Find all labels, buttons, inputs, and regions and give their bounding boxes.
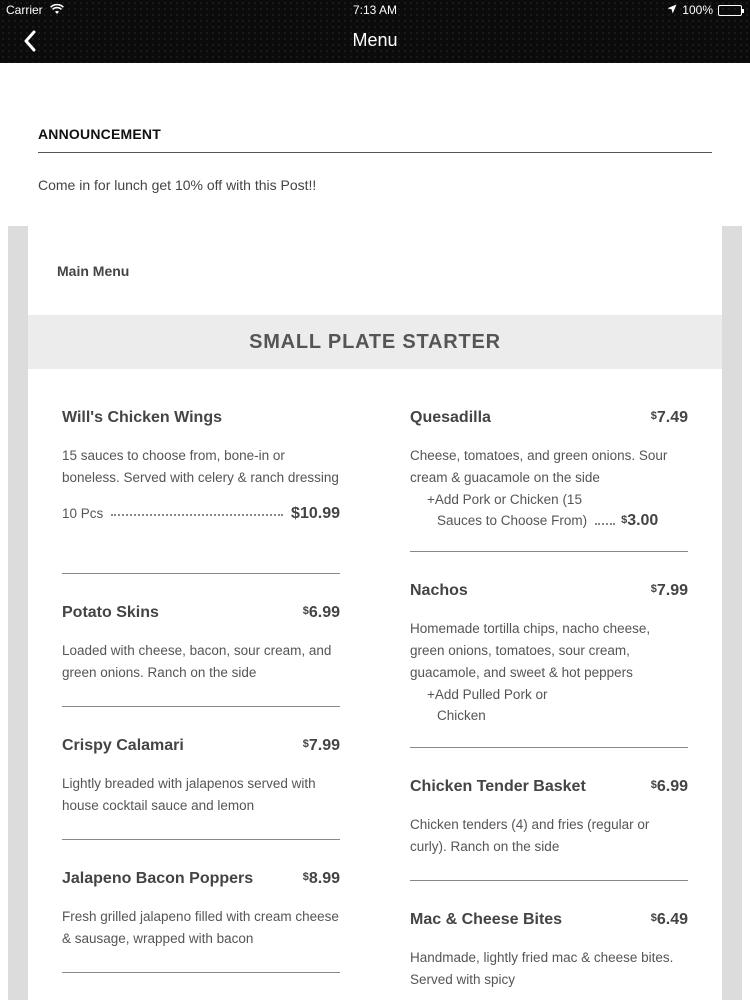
item-description: Loaded with cheese, bacon, sour cream, and green onions. Ranch on the side: [62, 643, 332, 680]
nav-bar: [0, 20, 750, 63]
item-price: $8.99: [302, 870, 340, 887]
item-name: Will's Chicken Wings: [62, 409, 222, 426]
addon-text: Chicken: [437, 708, 486, 723]
announcement-divider: [38, 152, 712, 153]
item-description: Cheese, tomatoes, and green onions. Sour cream & guacamole on the side: [410, 448, 668, 485]
menu-item-chicken-wings[interactable]: [62, 409, 340, 523]
item-description: Fresh grilled jalapeno filled with cream cheese & sausage, wrapped with bacon: [62, 909, 339, 946]
menu-item-nachos[interactable]: [410, 582, 688, 726]
status-bar: [0, 0, 750, 20]
menu-title: Main Menu: [57, 263, 130, 279]
right-gutter: [722, 226, 742, 1000]
addon-text: +Add Pulled Pork or: [427, 687, 548, 702]
size-price: $10.99: [291, 505, 340, 522]
item-price: $7.99: [302, 737, 340, 754]
item-price: $7.49: [650, 409, 688, 426]
dot-leader: [595, 515, 615, 525]
item-description: Handmade, lightly fried mac & cheese bites. Served with spicy: [410, 950, 674, 987]
item-divider: [410, 747, 688, 748]
menu-item-quesadilla[interactable]: [410, 409, 688, 531]
item-price: $6.99: [302, 604, 340, 621]
item-divider: [62, 706, 340, 707]
menu-item-jalapeno-poppers[interactable]: [62, 870, 340, 950]
menu-panel[interactable]: [28, 226, 722, 1000]
announcement-text: Come in for lunch get 10% off with this Post!!: [38, 177, 317, 193]
item-description: 15 sauces to choose from, bone-in or boneless. Served with celery & ranch dressing: [62, 448, 339, 485]
battery-percent: 100%: [682, 3, 713, 17]
item-name: Nachos: [410, 582, 468, 599]
item-divider: [62, 573, 340, 574]
menu-item-crispy-calamari[interactable]: [62, 737, 340, 817]
addon-price: $3.00: [621, 512, 659, 529]
carrier-label: Carrier: [6, 3, 43, 17]
addon-text: +Add Pork or Chicken (15: [427, 492, 582, 507]
menu-item-mac-cheese-bites[interactable]: [410, 911, 688, 991]
item-divider: [62, 972, 340, 973]
page-title: Menu: [352, 30, 398, 50]
item-name: Crispy Calamari: [62, 737, 184, 754]
clock: 7:13 AM: [352, 3, 398, 17]
item-price: $7.99: [650, 582, 688, 599]
announcement-title: ANNOUNCEMENT: [38, 126, 161, 142]
item-divider: [62, 839, 340, 840]
top-bar: [0, 0, 750, 63]
addon-text: Sauces to Choose From): [437, 513, 588, 528]
addon-option: [427, 489, 688, 531]
item-divider: [410, 551, 688, 552]
item-description: Chicken tenders (4) and fries (regular or curly). Ranch on the side: [410, 817, 650, 854]
left-gutter: [8, 226, 28, 1000]
item-divider: [410, 880, 688, 881]
status-right: [667, 3, 742, 17]
dot-leader: [111, 506, 283, 516]
item-price: $6.49: [650, 911, 688, 928]
item-name: Chicken Tender Basket: [410, 778, 586, 795]
size-row: [62, 505, 340, 523]
location-arrow-icon: [667, 3, 677, 17]
battery-icon: [718, 5, 742, 16]
item-description: Homemade tortilla chips, nacho cheese, green onions, tomatoes, sour cream, guacamole, and sweet & hot peppers: [410, 621, 651, 680]
menu-item-potato-skins[interactable]: [62, 604, 340, 684]
addon-option: [427, 684, 688, 726]
item-price: $6.99: [650, 778, 688, 795]
item-name: Potato Skins: [62, 604, 159, 621]
size-label: 10 Pcs: [62, 506, 104, 521]
item-description: Lightly breaded with jalapenos served with house cocktail sauce and lemon: [62, 776, 316, 813]
item-name: Mac & Cheese Bites: [410, 911, 563, 928]
menu-item-chicken-tender-basket[interactable]: [410, 778, 688, 858]
section-header: SMALL PLATE STARTER: [28, 315, 722, 369]
addon-price-row: [427, 510, 688, 531]
item-name: Quesadilla: [410, 409, 491, 426]
item-name: Jalapeno Bacon Poppers: [62, 870, 254, 887]
